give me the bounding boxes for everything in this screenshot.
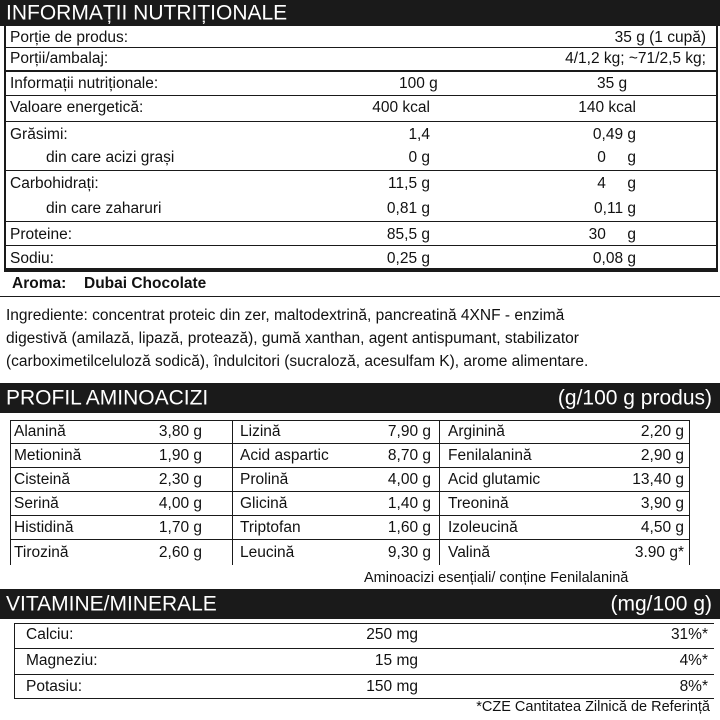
aroma-label: Aroma: xyxy=(12,275,67,292)
vitamins-title: VITAMINE/MINERALE xyxy=(6,592,217,616)
amino-value: 2,30 g xyxy=(158,471,202,488)
nutrition-row-value-35g: 0,49 g xyxy=(592,126,636,143)
amino-name: Izoleucină xyxy=(448,519,518,536)
ingredients-line-2: digestivă (amilază, lipază, protează), gumă xanthan, agent antispumant, stabilizator xyxy=(6,330,579,347)
nutrition-row-label: din care acizi grași xyxy=(46,149,175,166)
amino-name: Metionină xyxy=(14,447,82,464)
amino-divider xyxy=(10,420,690,421)
nutrition-row-label: Valoare energetică: xyxy=(10,99,144,116)
nutrition-row-value-35g: 140 kcal xyxy=(578,99,636,116)
amino-name: Glicină xyxy=(240,495,288,512)
amino-column-divider xyxy=(689,420,690,565)
serving-value: 35 g (1 cupă) xyxy=(614,29,706,46)
amino-value: 1,70 g xyxy=(158,519,202,536)
nutrition-divider xyxy=(4,221,718,222)
vitamin-divider xyxy=(14,623,714,624)
vitamin-value: 250 mg xyxy=(366,626,418,643)
amino-value: 7,90 g xyxy=(387,423,431,440)
amino-value: 2,90 g xyxy=(640,447,684,464)
amino-divider xyxy=(10,443,690,444)
nutrition-row-label: Sodiu: xyxy=(10,250,54,267)
ingredients-line-3: (carboximetilceluloză sodică), îndulcitori (sucraloză, acesulfam K), arome alimentare. xyxy=(6,353,589,370)
vitamin-value: 150 mg xyxy=(366,678,418,695)
amino-value: 1,40 g xyxy=(387,495,431,512)
amino-name: Histidină xyxy=(14,519,74,536)
vitamin-cze: 8%* xyxy=(679,678,708,695)
amino-name: Treonină xyxy=(448,495,509,512)
nutrition-row-value-100g: 11,5 g xyxy=(388,175,430,192)
vitamin-name: Calciu: xyxy=(26,626,74,643)
vitamins-header xyxy=(0,589,720,619)
amino-divider xyxy=(10,515,690,516)
vitamin-cze: 31%* xyxy=(670,626,708,643)
serving-label: Porție de produs: xyxy=(10,29,129,46)
nutrition-row-value-100g: 1,4 xyxy=(408,126,430,143)
amino-value: 4,00 g xyxy=(158,495,202,512)
amino-unit: (g/100 g produs) xyxy=(557,386,712,410)
nutrition-row-label: Carbohidrați: xyxy=(10,175,99,192)
amino-footnote: Aminoacizi esențiali/ conține Fenilalanină xyxy=(364,570,629,586)
vitamin-value: 15 mg xyxy=(374,652,418,669)
vitamin-cze: 4%* xyxy=(679,652,708,669)
vitamin-border xyxy=(14,623,15,698)
amino-name: Leucină xyxy=(240,544,295,561)
ingredients-line-1: Ingrediente: concentrat proteic din zer, maltodextrină, pancreatină 4XNF - enzimă xyxy=(6,307,565,324)
vitamin-divider xyxy=(14,674,714,675)
amino-name: Fenilalanină xyxy=(448,447,532,464)
amino-value: 2,60 g xyxy=(158,544,202,561)
nutrition-divider xyxy=(4,245,718,246)
amino-name: Acid aspartic xyxy=(240,447,329,464)
amino-title: PROFIL AMINOACIZI xyxy=(6,386,209,410)
nutrition-header-label: Informații nutriționale: xyxy=(10,75,159,92)
amino-divider xyxy=(10,491,690,492)
amino-value: 1,60 g xyxy=(387,519,431,536)
nutrition-row-value-35g: 0,11 g xyxy=(594,200,636,217)
nutrition-row-value-100g: 400 kcal xyxy=(372,99,430,116)
nutrition-row-value-35g: 0 g xyxy=(597,149,636,166)
vitamin-divider xyxy=(14,648,714,649)
amino-name: Prolină xyxy=(240,471,289,488)
amino-value: 1,90 g xyxy=(158,447,202,464)
vitamin-name: Potasiu: xyxy=(26,678,83,695)
nutrition-row-label: Proteine: xyxy=(10,226,73,243)
nutrition-row-value-100g: 0 g xyxy=(408,149,430,166)
amino-name: Alanină xyxy=(14,423,66,440)
amino-divider xyxy=(10,467,690,468)
amino-value: 8,70 g xyxy=(387,447,431,464)
amino-name: Serină xyxy=(14,495,59,512)
amino-value: 2,20 g xyxy=(640,423,684,440)
portions-value: 4/1,2 kg; ~71/2,5 kg; xyxy=(565,50,706,67)
nutrition-row-value-35g: 0,08 g xyxy=(592,250,636,267)
amino-name: Valină xyxy=(448,544,490,561)
amino-name: Tirozină xyxy=(14,544,69,561)
col-35g-header: 35 g xyxy=(597,75,628,92)
nutrition-row-value-100g: 0,81 g xyxy=(386,200,430,217)
vitamins-footnote: *CZE Cantitatea Zilnică de Referință xyxy=(476,699,710,715)
vitamin-name: Magneziu: xyxy=(26,652,98,669)
amino-header xyxy=(0,383,720,413)
amino-value: 3.90 g* xyxy=(634,544,684,561)
nutrition-row-value-35g: 30 g xyxy=(588,226,636,243)
amino-column-divider xyxy=(439,420,440,565)
amino-value: 4,50 g xyxy=(640,519,684,536)
portions-label: Porții/ambalaj: xyxy=(10,50,109,67)
nutrition-divider xyxy=(4,121,718,122)
amino-value: 3,90 g xyxy=(640,495,684,512)
col-100g-header: 100 g xyxy=(399,75,438,92)
aroma-value: Dubai Chocolate xyxy=(84,275,207,292)
amino-value: 3,80 g xyxy=(158,423,202,440)
amino-column-divider xyxy=(10,420,11,565)
amino-name: Lizină xyxy=(240,423,281,440)
nutrition-row-value-35g: 4 g xyxy=(597,175,636,192)
vitamins-unit: (mg/100 g) xyxy=(610,592,712,616)
amino-value: 9,30 g xyxy=(387,544,431,561)
nutrition-row-value-100g: 85,5 g xyxy=(386,226,430,243)
amino-value: 4,00 g xyxy=(387,471,431,488)
nutrition-row-value-100g: 0,25 g xyxy=(386,250,430,267)
amino-divider xyxy=(10,539,690,540)
nutrition-header xyxy=(0,0,720,26)
amino-name: Triptofan xyxy=(240,519,301,536)
amino-name: Cisteină xyxy=(14,471,70,488)
amino-value: 13,40 g xyxy=(632,471,684,488)
nutrition-title: INFORMAȚII NUTRIȚIONALE xyxy=(6,1,288,25)
nutrition-divider xyxy=(4,170,718,171)
nutrition-row-label: din care zaharuri xyxy=(46,200,162,217)
amino-name: Acid glutamic xyxy=(448,471,541,488)
nutrition-row-label: Grăsimi: xyxy=(10,126,68,143)
amino-name: Arginină xyxy=(448,423,505,440)
amino-column-divider xyxy=(232,420,233,565)
